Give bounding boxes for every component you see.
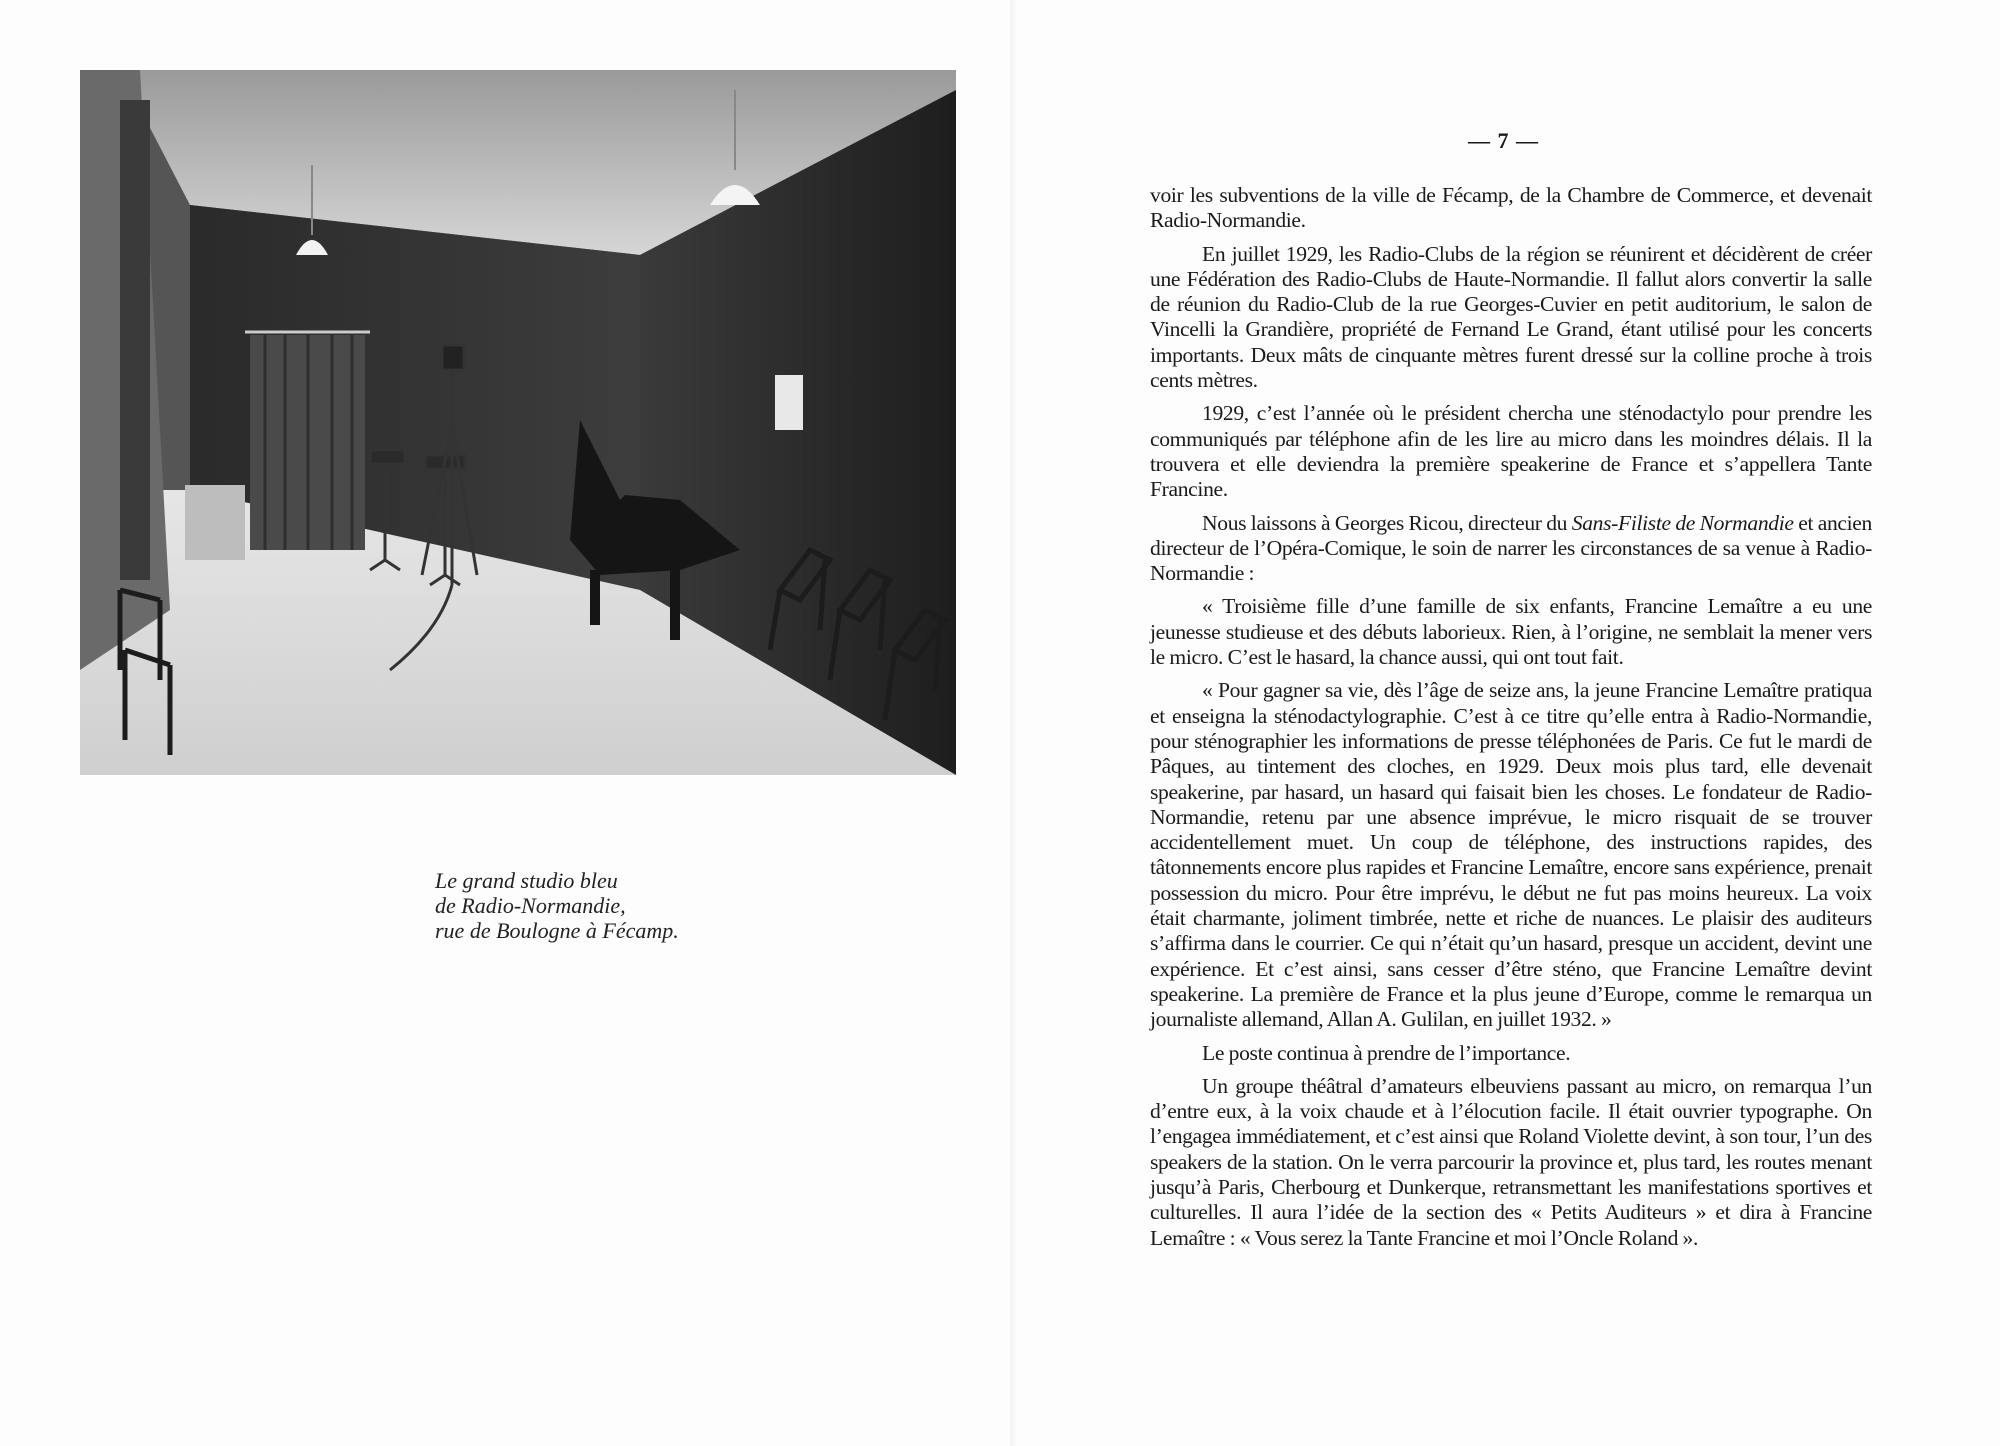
- page-gutter: [1010, 0, 1016, 1446]
- paragraph: 1929, c’est l’année où le président chercha une sténodactylo pour prendre les communiqués par téléphone afin de les lire au micro dans les moindres délais. Il la trouvera et elle deviendra la première speakerine de France et s’appellera Tante Francine.: [1150, 401, 1872, 502]
- paragraph: voir les subventions de la ville de Fécamp, de la Chambre de Commerce, et devenait Radio-Normandie.: [1150, 183, 1872, 233]
- page-number: — 7 —: [1468, 128, 1539, 153]
- body-text: [1150, 183, 1872, 1259]
- studio-photo: [80, 70, 956, 775]
- caption-line: Le grand studio bleu: [435, 868, 618, 893]
- publication-title: Sans-Filiste de Normandie: [1571, 510, 1794, 535]
- paragraph: [1150, 511, 1872, 587]
- paragraph-text: et ancien directeur de l’Opéra-Comique, le soin de narrer les circonstances de sa venue à Radio-Normandie :: [1150, 510, 1872, 586]
- paragraph-text: Nous laissons à Georges Ricou, directeur du: [1202, 510, 1572, 535]
- photo-caption: [435, 868, 679, 943]
- paragraph: En juillet 1929, les Radio-Clubs de la région se réunirent et décidèrent de créer une Fédération des Radio-Clubs de Haute-Normandie. Il fallut alors convertir la salle de réunion du Radio-Club de la rue Georges-Cuvier en petit auditorium, le salon de Vincelli la Grandière, propriété de Fernand Le Grand, étant utilisé pour les concerts importants. Deux mâts de cinquante mètres furent dressé sur la colline proche à trois cents mètres.: [1150, 241, 1872, 393]
- caption-line: de Radio-Normandie,: [435, 893, 626, 918]
- paragraph: Un groupe théâtral d’amateurs elbeuviens passant au micro, on remarqua l’un d’entre eux, à la voix chaude et à l’élocution facile. Il était ouvrier typographe. On l’engagea immédiatement, et c’est ainsi que Roland Violette devint, à son tour, l’un des speakers de la station. On le verra parcourir la province et, plus tard, les routes menant jusqu’à Paris, Cherbourg et Dunkerque, retransmettant les manifestations sportives et culturelles. Il aura l’idée de la section des « Petits Auditeurs » et dira à Francine Lemaître : « Vous serez la Tante Francine et moi l’Oncle Roland ».: [1150, 1073, 1872, 1250]
- paragraph: « Troisième fille d’une famille de six enfants, Francine Lemaître a eu une jeunesse studieuse et des débuts laborieux. Rien, à l’origine, ne semblait la mener vers le micro. C’est le hasard, la chance aussi, qui ont tout fait.: [1150, 594, 1872, 670]
- caption-line: rue de Boulogne à Fécamp.: [435, 918, 679, 943]
- paragraph: « Pour gagner sa vie, dès l’âge de seize ans, la jeune Francine Lemaître pratiqua et enseigna la sténodactylographie. C’est à ce titre qu’elle entra à Radio-Normandie, pour sténographier les informations de presse téléphonées de Paris. Ce fut le mardi de Pâques, au tintement des cloches, en 1929. Deux mois plus tard, elle devenait speakerine, par hasard, un hasard qui faisait bien les choses. Le fondateur de Radio-Normandie, retenu par une absence imprévue, le micro risquait de se trouver accidentellement muet. Un coup de téléphone, des instructions rapides, des tâtonnements encore plus rapides et Francine Lemaître, encore sans expérience, prenait possession du micro. Pour être imprévu, le début ne fut pas moins heureux. La voix était charmante, joliment timbrée, nette et riche de nuances. Le plaisir des auditeurs s’affirma dans le courrier. Ce qui n’était qu’un hasard, presque un accident, devint une expérience. Et c’est ainsi, sans cesser d’être sténo, que Francine Lemaître devint speakerine. La première de France et la plus jeune d’Europe, comme le remarqua un journaliste allemand, Allan A. Gulilan, en juillet 1932. »: [1150, 678, 1872, 1032]
- paragraph: Le poste continua à prendre de l’importance.: [1202, 1040, 1571, 1065]
